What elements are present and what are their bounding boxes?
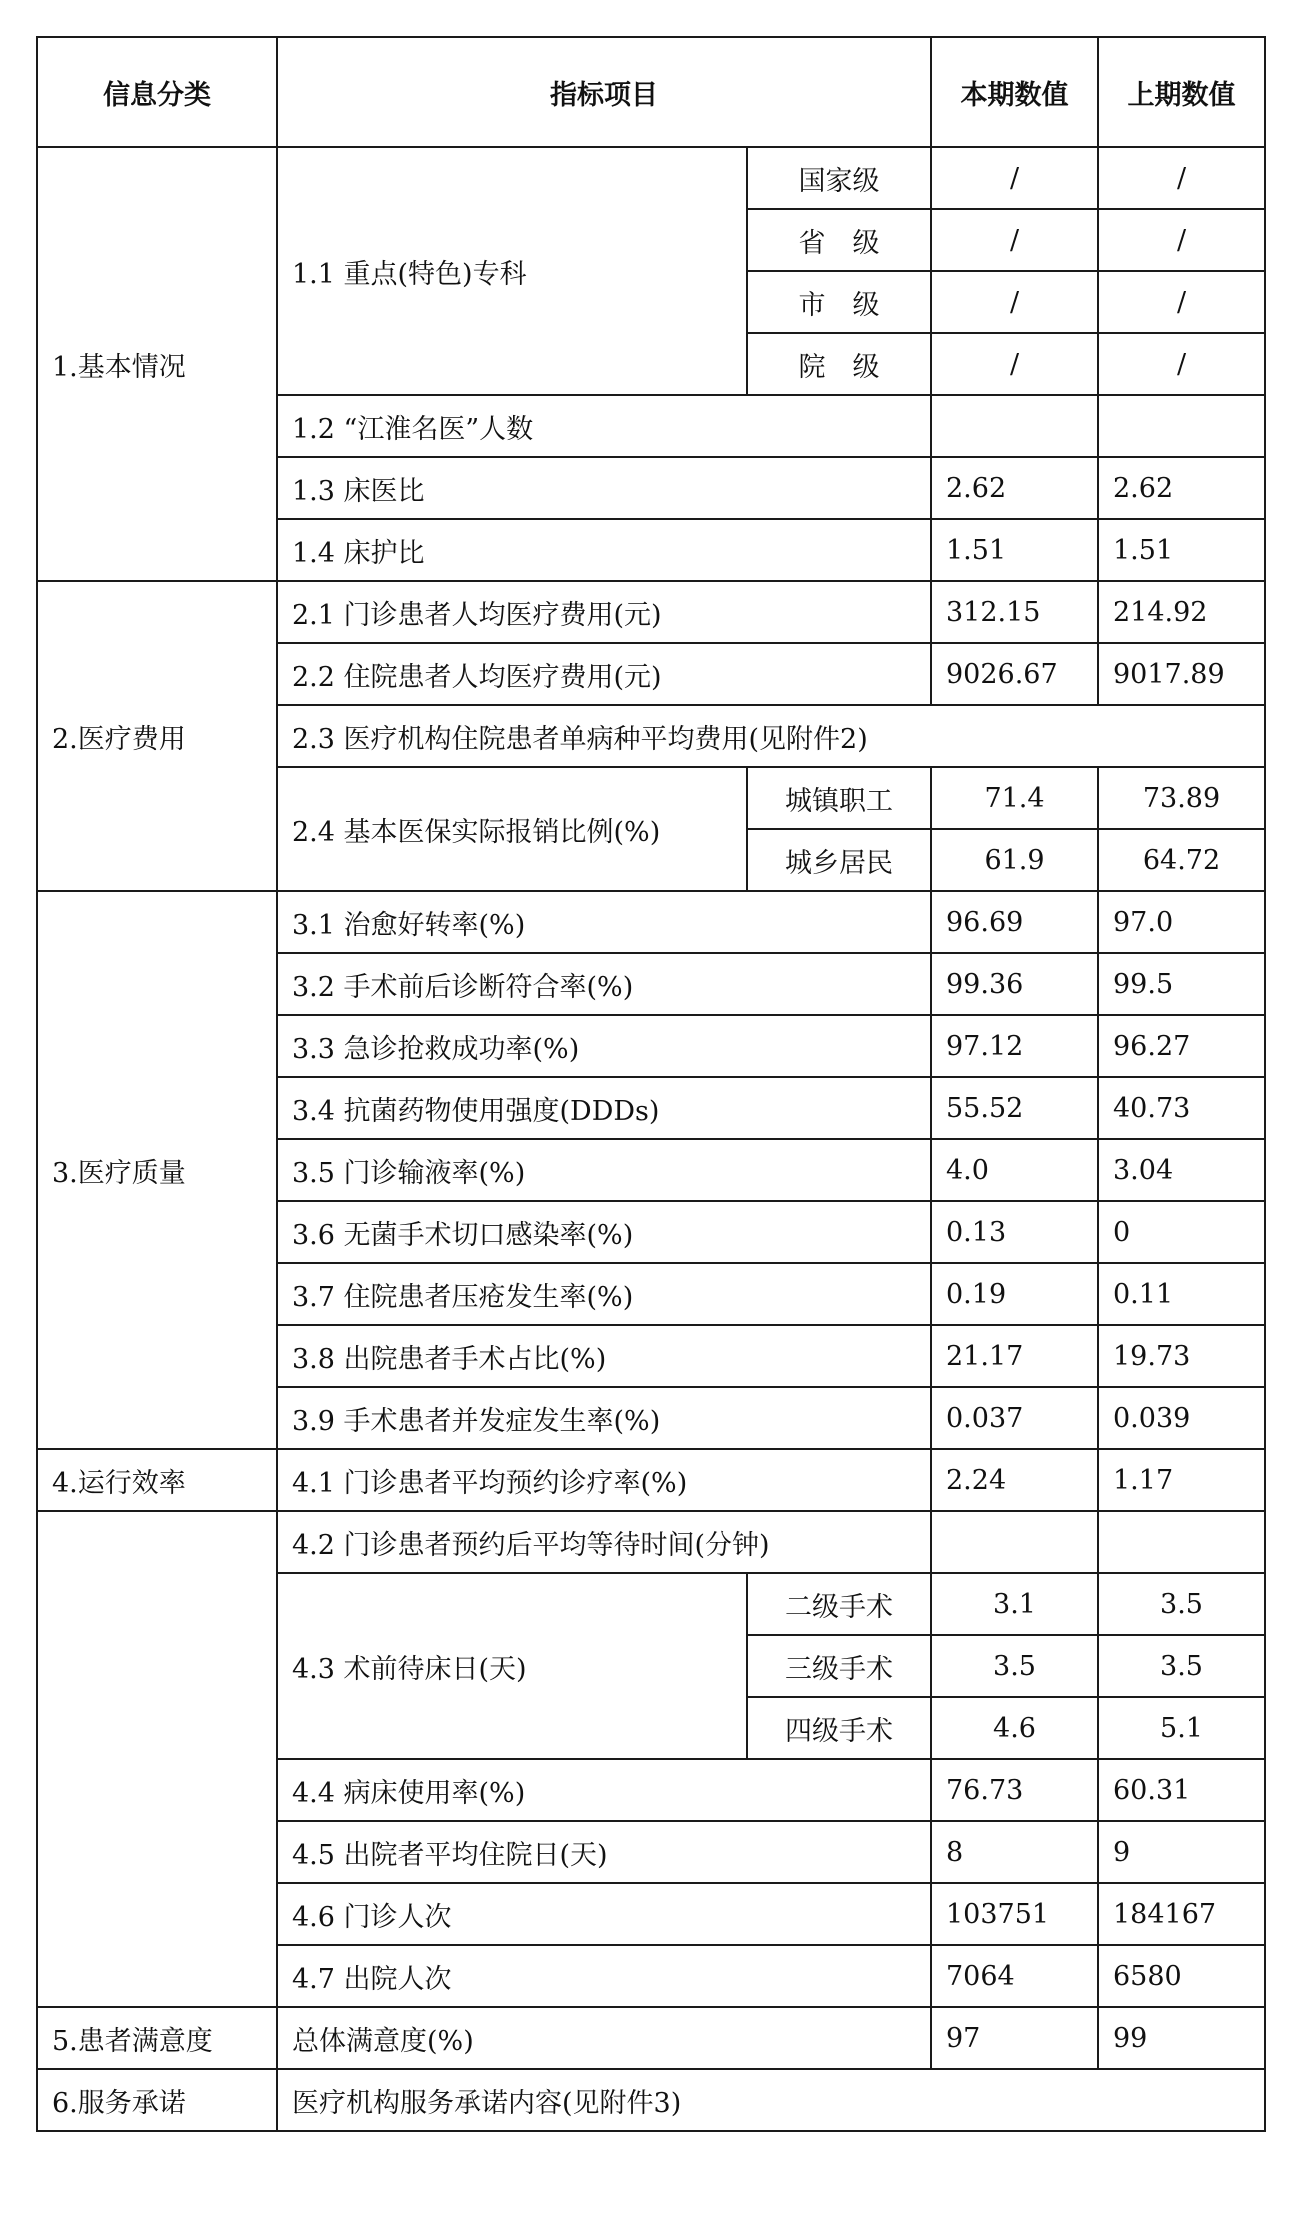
row-label: 医疗机构服务承诺内容(见附件3)	[277, 2069, 1265, 2131]
table-row	[37, 1511, 1265, 1573]
previous-value	[1098, 1511, 1265, 1573]
current-value: 1.51	[931, 519, 1098, 581]
current-value: 61.9	[931, 829, 1098, 891]
table-row	[37, 2069, 1265, 2131]
section-2-label: 2.医疗费用	[37, 581, 277, 891]
row-label: 3.3 急诊抢救成功率(%)	[277, 1015, 931, 1077]
table-wrapper	[36, 36, 1266, 2132]
header-indicator: 指标项目	[277, 37, 931, 147]
previous-value: 99	[1098, 2007, 1265, 2069]
row-label: 1.1 重点(特色)专科	[277, 147, 747, 395]
row-label: 3.5 门诊输液率(%)	[277, 1139, 931, 1201]
current-value: 3.1	[931, 1573, 1098, 1635]
previous-value: 1.17	[1098, 1449, 1265, 1511]
row-label: 4.7 出院人次	[277, 1945, 931, 2007]
section-1-label: 1.基本情况	[37, 147, 277, 581]
table-row	[37, 147, 1265, 209]
current-value: 103751	[931, 1883, 1098, 1945]
previous-value: 5.1	[1098, 1697, 1265, 1759]
row-label: 4.3 术前待床日(天)	[277, 1573, 747, 1759]
previous-value: 184167	[1098, 1883, 1265, 1945]
row-label: 3.2 手术前后诊断符合率(%)	[277, 953, 931, 1015]
current-value: 312.15	[931, 581, 1098, 643]
row-label: 3.8 出院患者手术占比(%)	[277, 1325, 931, 1387]
previous-value: 64.72	[1098, 829, 1265, 891]
sub-label: 国家级	[747, 147, 931, 209]
previous-value: 3.04	[1098, 1139, 1265, 1201]
header-category: 信息分类	[37, 37, 277, 147]
section-3-label: 3.医疗质量	[37, 891, 277, 1449]
sub-label: 市 级	[747, 271, 931, 333]
row-label: 4.1 门诊患者平均预约诊疗率(%)	[277, 1449, 931, 1511]
row-label: 1.2 “江淮名医”人数	[277, 395, 931, 457]
previous-value: 0.11	[1098, 1263, 1265, 1325]
row-label: 4.2 门诊患者预约后平均等待时间(分钟)	[277, 1511, 931, 1573]
current-value: 96.69	[931, 891, 1098, 953]
current-value: 4.0	[931, 1139, 1098, 1201]
previous-value: /	[1098, 333, 1265, 395]
current-value: /	[931, 209, 1098, 271]
current-value: 76.73	[931, 1759, 1098, 1821]
row-label: 2.3 医疗机构住院患者单病种平均费用(见附件2)	[277, 705, 1265, 767]
current-value: /	[931, 271, 1098, 333]
sub-label: 三级手术	[747, 1635, 931, 1697]
previous-value: 9	[1098, 1821, 1265, 1883]
row-label: 3.4 抗菌药物使用强度(DDDs)	[277, 1077, 931, 1139]
previous-value: 214.92	[1098, 581, 1265, 643]
current-value: 0.19	[931, 1263, 1098, 1325]
previous-value: 73.89	[1098, 767, 1265, 829]
current-value: 0.037	[931, 1387, 1098, 1449]
table-row	[37, 891, 1265, 953]
row-label: 2.4 基本医保实际报销比例(%)	[277, 767, 747, 891]
previous-value: 1.51	[1098, 519, 1265, 581]
previous-value: 40.73	[1098, 1077, 1265, 1139]
table-row	[37, 2007, 1265, 2069]
previous-value: 0	[1098, 1201, 1265, 1263]
current-value: 8	[931, 1821, 1098, 1883]
row-label: 3.9 手术患者并发症发生率(%)	[277, 1387, 931, 1449]
current-value: 9026.67	[931, 643, 1098, 705]
previous-value: 96.27	[1098, 1015, 1265, 1077]
previous-value: 6580	[1098, 1945, 1265, 2007]
sub-label: 院 级	[747, 333, 931, 395]
previous-value: 19.73	[1098, 1325, 1265, 1387]
row-label: 4.4 病床使用率(%)	[277, 1759, 931, 1821]
row-label: 3.7 住院患者压疮发生率(%)	[277, 1263, 931, 1325]
section-4-label: 4.运行效率	[37, 1449, 277, 1511]
current-value: /	[931, 333, 1098, 395]
table-header-row	[37, 37, 1265, 147]
previous-value: 97.0	[1098, 891, 1265, 953]
current-value	[931, 1511, 1098, 1573]
header-current: 本期数值	[931, 37, 1098, 147]
current-value: 99.36	[931, 953, 1098, 1015]
current-value: 0.13	[931, 1201, 1098, 1263]
section-4-continued	[37, 1511, 277, 2007]
previous-value: /	[1098, 271, 1265, 333]
table-row	[37, 1449, 1265, 1511]
current-value: 71.4	[931, 767, 1098, 829]
current-value: 97.12	[931, 1015, 1098, 1077]
current-value: 97	[931, 2007, 1098, 2069]
previous-value: 9017.89	[1098, 643, 1265, 705]
row-label: 2.1 门诊患者人均医疗费用(元)	[277, 581, 931, 643]
current-value: 4.6	[931, 1697, 1098, 1759]
sub-label: 二级手术	[747, 1573, 931, 1635]
table-row	[37, 581, 1265, 643]
row-label: 3.6 无菌手术切口感染率(%)	[277, 1201, 931, 1263]
current-value: 3.5	[931, 1635, 1098, 1697]
previous-value: /	[1098, 209, 1265, 271]
previous-value: 2.62	[1098, 457, 1265, 519]
sub-label: 省 级	[747, 209, 931, 271]
row-label: 4.5 出院者平均住院日(天)	[277, 1821, 931, 1883]
row-label: 3.1 治愈好转率(%)	[277, 891, 931, 953]
row-label: 1.4 床护比	[277, 519, 931, 581]
previous-value: 60.31	[1098, 1759, 1265, 1821]
header-previous: 上期数值	[1098, 37, 1265, 147]
current-value: /	[931, 147, 1098, 209]
section-5-label: 5.患者满意度	[37, 2007, 277, 2069]
previous-value: /	[1098, 147, 1265, 209]
current-value: 2.24	[931, 1449, 1098, 1511]
current-value: 7064	[931, 1945, 1098, 2007]
row-label: 总体满意度(%)	[277, 2007, 931, 2069]
previous-value	[1098, 395, 1265, 457]
sub-label: 城乡居民	[747, 829, 931, 891]
sub-label: 四级手术	[747, 1697, 931, 1759]
row-label: 1.3 床医比	[277, 457, 931, 519]
row-label: 2.2 住院患者人均医疗费用(元)	[277, 643, 931, 705]
hospital-info-table	[36, 36, 1266, 2132]
current-value: 55.52	[931, 1077, 1098, 1139]
previous-value: 3.5	[1098, 1635, 1265, 1697]
current-value: 2.62	[931, 457, 1098, 519]
current-value	[931, 395, 1098, 457]
section-6-label: 6.服务承诺	[37, 2069, 277, 2131]
sub-label: 城镇职工	[747, 767, 931, 829]
previous-value: 3.5	[1098, 1573, 1265, 1635]
previous-value: 0.039	[1098, 1387, 1265, 1449]
previous-value: 99.5	[1098, 953, 1265, 1015]
row-label: 4.6 门诊人次	[277, 1883, 931, 1945]
current-value: 21.17	[931, 1325, 1098, 1387]
